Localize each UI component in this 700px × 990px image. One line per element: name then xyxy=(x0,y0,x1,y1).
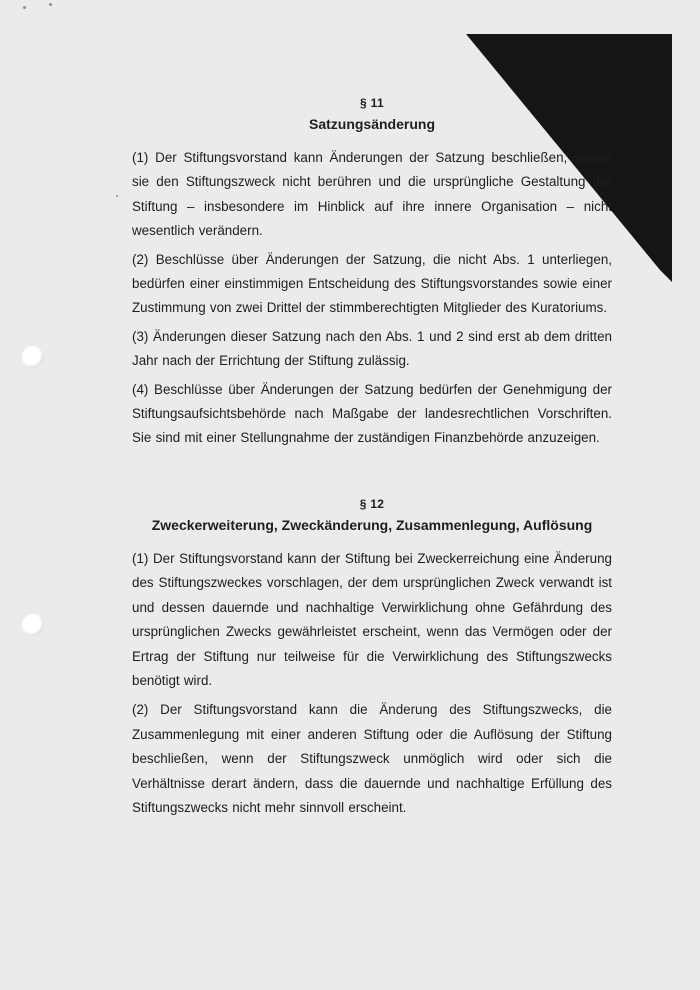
section-title: Satzungsänderung xyxy=(308,116,435,132)
scan-speck xyxy=(116,195,118,197)
section-number: § 11 xyxy=(360,96,384,110)
scan-speck xyxy=(49,3,52,6)
paragraph: (1) Der Stiftungsvorstand kann Änderungen der Satzung beschließen, soweit sie den Stiftungszweck nicht berühren und die ursprüngliche Gestaltung der Stiftung – insbesondere im Hinblick auf ihre innere Organisation – nicht wesentlich verändern. xyxy=(132,150,612,239)
paragraph: (2) Beschlüsse über Änderungen der Satzung, die nicht Abs. 1 unterliegen, bedürfen einer einstimmigen Entscheidung des Stiftungsvorstandes sowie einer Zustimmung von zwei Drittel der stimmberechtigten Mitglieder des Kuratoriums. xyxy=(132,251,612,316)
paragraph: (4) Beschlüsse über Änderungen der Satzung bedürfen der Genehmigung der Stiftungsaufsichtsbehörde nach Maßgabe der landesrechtlichen Vorschriften. Sie sind mit einer Stellungnahme der zuständigen Finanzbehörde anzuzeigen. xyxy=(132,381,612,446)
paragraph: (2) Der Stiftungsvorstand kann die Änderung des Stiftungszwecks, die Zusammenlegung mit einer anderen Stiftung oder die Auflösung der Stiftung beschließen, wenn der Stiftungszweck unmöglich wird oder sich die Verhältnisse derart ändern, dass die dauernde und nachhaltige Erfüllung des Stiftungszwecks nicht mehr sinnvoll erscheint. xyxy=(132,702,612,816)
paragraph: (3) Änderungen dieser Satzung nach den Abs. 1 und 2 sind erst ab dem dritten Jahr nach der Errichtung der Stiftung zulässig. xyxy=(132,328,612,369)
punch-hole xyxy=(22,614,44,636)
section-12 xyxy=(132,497,612,825)
scan-speck xyxy=(23,6,26,9)
section-11 xyxy=(132,96,612,455)
paragraph: (1) Der Stiftungsvorstand kann der Stiftung bei Zweckerreichung eine Änderung des Stiftungszweckes vorschlagen, der dem ursprünglichen Zweck verwandt ist und dessen dauernde und nachhaltige Verwirklichung ohne Gefährdung des ursprünglichen Zwecks gewährleistet erscheint, wenn das Vermögen oder der Ertrag der Stiftung nur teilweise für die Verwirklichung des Stiftungszwecks benötigt wird. xyxy=(132,551,612,689)
section-number: § 12 xyxy=(359,497,385,511)
punch-hole xyxy=(22,346,44,368)
section-title: Zweckerweiterung, Zweckänderung, Zusammenlegung, Auflösung xyxy=(151,517,593,533)
